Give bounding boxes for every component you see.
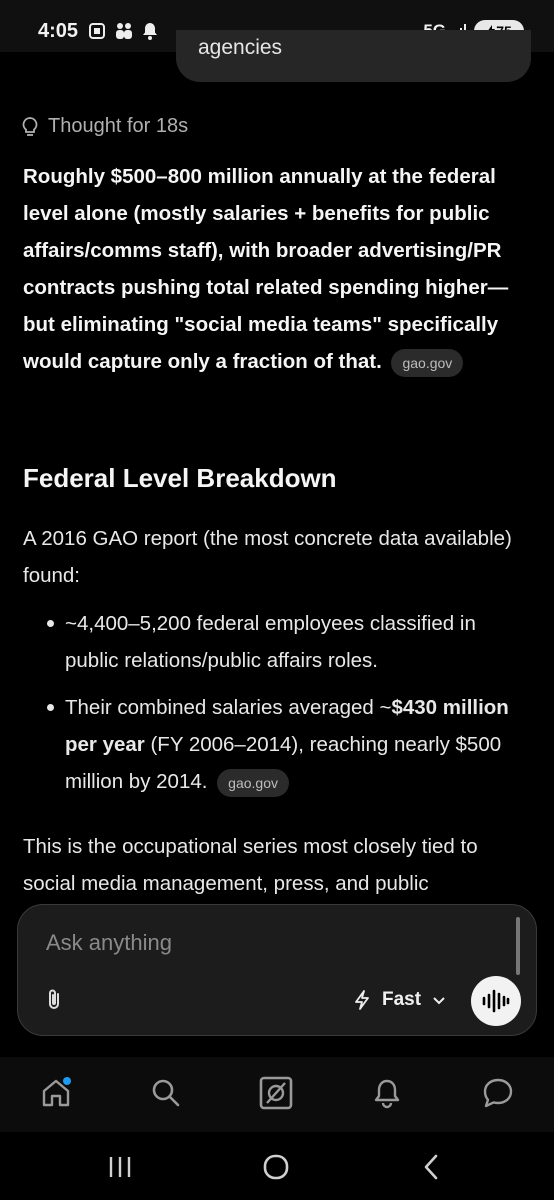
attach-button[interactable] [42,987,68,1013]
home-icon [38,1075,74,1111]
ask-input[interactable] [44,929,488,957]
status-time: 4:05 [38,20,79,42]
search-icon [149,1076,183,1110]
bullet-dot [47,704,54,711]
voice-waveform-icon [480,988,512,1014]
composer [17,904,537,1036]
screenshot-icon [88,22,106,40]
bottom-tab-bar [0,1057,554,1132]
answer-lead-text: Roughly $500–800 million annually at the federal level alone (mostly salaries + benefits for public affairs/comms staff), with broader advertising/PR contracts pushing total related spending higher—but eliminating "social media teams" specifically would capture only a fraction of that. [23,165,509,373]
bullet-text-pre: Their combined salaries averaged ~ [65,696,392,719]
recents-icon [107,1155,133,1179]
thought-label: Thought for 18s [48,115,189,137]
lightning-icon [352,989,372,1011]
mode-label: Fast [382,989,422,1010]
back-icon [421,1154,441,1180]
source-chip[interactable]: gao.gov [391,349,463,377]
composer-scrollbar[interactable] [516,917,520,975]
recents-button[interactable] [103,1152,137,1182]
system-navigation-bar [0,1132,554,1200]
thought-indicator[interactable] [20,115,188,138]
previous-message-bubble [176,30,531,82]
intro-paragraph: A 2016 GAO report (the most concrete data available) found: [23,527,512,587]
bullet-text: ~4,400–5,200 federal employees classified in public relations/public affairs roles. [65,612,476,672]
list-item [23,605,523,679]
lightbulb-icon [20,116,40,138]
tab-grok[interactable] [256,1073,296,1113]
list-item [23,689,523,800]
bullet-dot [47,620,54,627]
source-chip[interactable]: gao.gov [217,769,289,797]
mode-selector[interactable] [352,989,447,1011]
chat-bubble-icon [480,1075,516,1111]
bell-icon [370,1076,404,1110]
bell-status-icon [142,22,158,40]
continuation-paragraph: This is the occupational series most closely tied to social media management, press, and public [23,835,478,895]
people-icon [114,22,134,40]
answer-lead [23,158,538,380]
tab-search[interactable] [146,1073,186,1113]
bullet-text-post: (FY 2006–2014), reaching nearly $500 million by 2014. [65,733,502,793]
bullet-text-bold: $430 million per year [65,696,509,756]
home-system-button[interactable] [259,1152,293,1182]
grok-logo-icon [258,1075,294,1111]
chevron-down-icon [431,994,447,1006]
paperclip-icon [42,987,68,1013]
status-notification-icons [88,22,158,40]
section-heading: Federal Level Breakdown [23,463,337,493]
tab-messages[interactable] [478,1073,518,1113]
home-circle-icon [262,1153,290,1181]
tab-notifications[interactable] [367,1073,407,1113]
previous-message-text: agencies [198,36,283,59]
voice-button[interactable] [471,976,521,1026]
tab-home[interactable] [36,1073,76,1113]
back-button[interactable] [414,1152,448,1182]
bullet-list [23,605,523,810]
